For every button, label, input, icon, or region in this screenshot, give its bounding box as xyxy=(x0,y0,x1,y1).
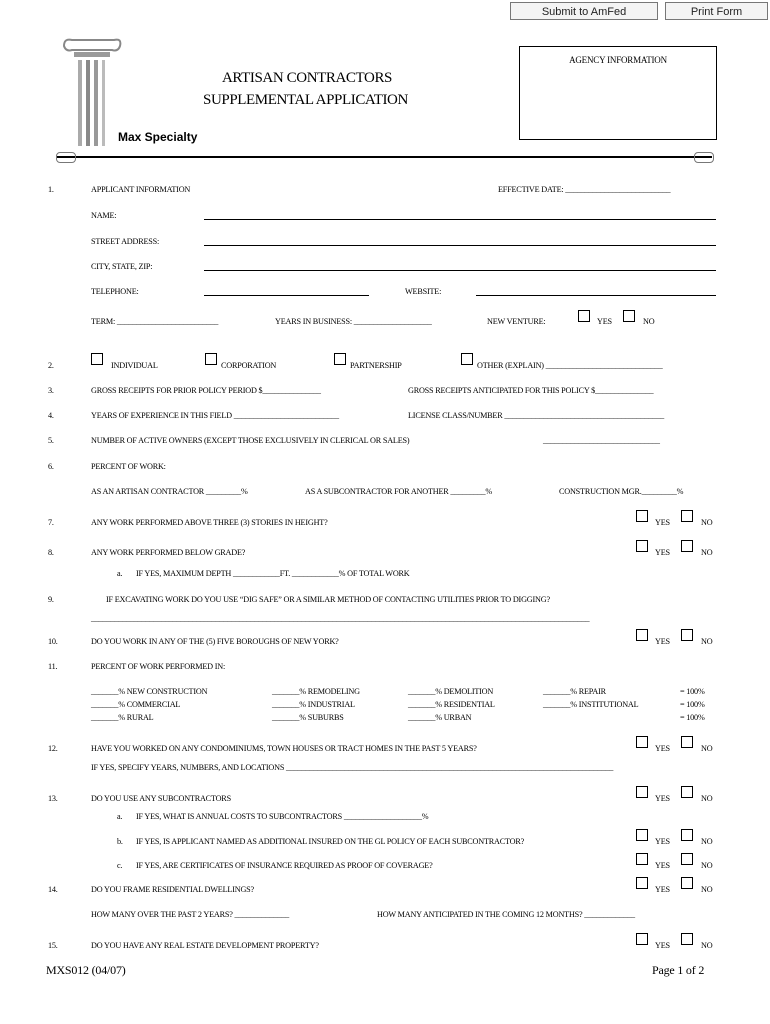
q13-question: DO YOU USE ANY SUBCONTRACTORS xyxy=(91,794,231,803)
commercial-field[interactable]: _______% COMMERCIAL xyxy=(91,700,181,709)
website-label: WEBSITE: xyxy=(405,287,442,296)
q9-number: 9. xyxy=(48,595,54,604)
q13b-letter: b. xyxy=(117,837,123,846)
name-label: NAME: xyxy=(91,211,117,220)
urban-field[interactable]: _______% URBAN xyxy=(408,713,472,722)
q13c-letter: c. xyxy=(117,861,123,870)
q12-no-label: NO xyxy=(701,744,713,753)
q8-number: 8. xyxy=(48,548,54,557)
q7-question: ANY WORK PERFORMED ABOVE THREE (3) STORIES IN HEIGHT? xyxy=(91,518,328,527)
q13-yes-checkbox[interactable] xyxy=(636,786,648,798)
q9-question: IF EXCAVATING WORK DO YOU USE “DIG SAFE” OR A SIMILAR METHOD OF CONTACTING UTILITIES PRIOR TO DIGGING? xyxy=(106,595,550,604)
residential-field[interactable]: _______% RESIDENTIAL xyxy=(408,700,495,709)
q8-no-checkbox[interactable] xyxy=(681,540,693,552)
header-rule xyxy=(56,156,712,158)
q12-yes-checkbox[interactable] xyxy=(636,736,648,748)
total-100-3: = 100% xyxy=(680,713,705,722)
telephone-label: TELEPHONE: xyxy=(91,287,139,296)
individual-label: INDIVIDUAL xyxy=(111,361,158,370)
q3-number: 3. xyxy=(48,386,54,395)
new-venture-no-checkbox[interactable] xyxy=(623,310,635,322)
q12-specify-field[interactable]: IF YES, SPECIFY YEARS, NUMBERS, AND LOCATIONS ____________________________________________________________________________________ xyxy=(91,763,614,772)
demolition-field[interactable]: _______% DEMOLITION xyxy=(408,687,494,696)
partnership-label: PARTNERSHIP xyxy=(350,361,402,370)
q8-no-label: NO xyxy=(701,548,713,557)
coming-12-months-field[interactable]: HOW MANY ANTICIPATED IN THE COMING 12 MONTHS? _____________ xyxy=(377,910,635,919)
q12-number: 12. xyxy=(48,744,58,753)
q4-number: 4. xyxy=(48,411,54,420)
q1-label: APPLICANT INFORMATION xyxy=(91,185,191,194)
column-logo-icon xyxy=(62,36,122,148)
new-venture-yes-checkbox[interactable] xyxy=(578,310,590,322)
q13-number: 13. xyxy=(48,794,58,803)
q7-number: 7. xyxy=(48,518,54,527)
q15-question: DO YOU HAVE ANY REAL ESTATE DEVELOPMENT PROPERTY? xyxy=(91,941,319,950)
artisan-percent[interactable]: AS AN ARTISAN CONTRACTOR _________% xyxy=(91,487,248,496)
yes-label: YES xyxy=(597,317,612,326)
q7-no-label: NO xyxy=(701,518,713,527)
q15-no-checkbox[interactable] xyxy=(681,933,693,945)
q13b-no-label: NO xyxy=(701,837,713,846)
q14-yes-label: YES xyxy=(655,885,670,894)
max-depth-field[interactable]: IF YES, MAXIMUM DEPTH ____________FT. ____________% OF TOTAL WORK xyxy=(136,569,410,578)
rule-cap-right xyxy=(694,152,714,163)
q10-yes-label: YES xyxy=(655,637,670,646)
new-venture-label: NEW VENTURE: xyxy=(487,317,546,326)
rural-field[interactable]: _______% RURAL xyxy=(91,713,154,722)
corporation-checkbox[interactable] xyxy=(205,353,217,365)
q15-yes-checkbox[interactable] xyxy=(636,933,648,945)
other-label: OTHER (EXPLAIN) ______________________________ xyxy=(477,361,663,370)
q10-no-checkbox[interactable] xyxy=(681,629,693,641)
q13b-yes-label: YES xyxy=(655,837,670,846)
q10-number: 10. xyxy=(48,637,58,646)
q13-no-label: NO xyxy=(701,794,713,803)
q15-yes-label: YES xyxy=(655,941,670,950)
q11-label: PERCENT OF WORK PERFORMED IN: xyxy=(91,662,226,671)
remodeling-field[interactable]: _______% REMODELING xyxy=(272,687,360,696)
past-2-years-field[interactable]: HOW MANY OVER THE PAST 2 YEARS? ______________ xyxy=(91,910,289,919)
total-100-2: = 100% xyxy=(680,700,705,709)
q2-number: 2. xyxy=(48,361,54,370)
submit-button[interactable]: Submit to AmFed xyxy=(510,2,658,20)
agency-information-box xyxy=(519,46,717,140)
website-field[interactable] xyxy=(476,295,716,296)
q7-no-checkbox[interactable] xyxy=(681,510,693,522)
gross-receipts-prior[interactable]: GROSS RECEIPTS FOR PRIOR POLICY PERIOD $_______________ xyxy=(91,386,321,395)
q10-no-label: NO xyxy=(701,637,713,646)
street-field[interactable] xyxy=(204,245,716,246)
suburbs-field[interactable]: _______% SUBURBS xyxy=(272,713,344,722)
corporation-label: CORPORATION xyxy=(221,361,277,370)
print-button[interactable]: Print Form xyxy=(665,2,768,20)
q14-no-label: NO xyxy=(701,885,713,894)
q11-number: 11. xyxy=(48,662,58,671)
q13c-yes-label: YES xyxy=(655,861,670,870)
q13b-yes-checkbox[interactable] xyxy=(636,829,648,841)
other-checkbox[interactable] xyxy=(461,353,473,365)
institutional-field[interactable]: _______% INSTITUTIONAL xyxy=(543,700,639,709)
effective-date[interactable]: EFFECTIVE DATE: ___________________________ xyxy=(498,185,671,194)
q13a-letter: a. xyxy=(117,812,123,821)
q9-answer-field[interactable]: ________________________________________________________________________________________________________________________________ xyxy=(91,614,590,623)
q13b-no-checkbox[interactable] xyxy=(681,829,693,841)
q7-yes-label: YES xyxy=(655,518,670,527)
q12-no-checkbox[interactable] xyxy=(681,736,693,748)
percent-work-label: PERCENT OF WORK: xyxy=(91,462,166,471)
repair-field[interactable]: _______% REPAIR xyxy=(543,687,606,696)
q13c-yes-checkbox[interactable] xyxy=(636,853,648,865)
city-field[interactable] xyxy=(204,270,716,271)
q13b-question: IF YES, IS APPLICANT NAMED AS ADDITIONAL INSURED ON THE GL POLICY OF EACH SUBCONTRACTOR? xyxy=(136,837,525,846)
years-experience[interactable]: YEARS OF EXPERIENCE IN THIS FIELD ___________________________ xyxy=(91,411,339,420)
q8-yes-label: YES xyxy=(655,548,670,557)
q15-no-label: NO xyxy=(701,941,713,950)
q15-number: 15. xyxy=(48,941,58,950)
q12-question: HAVE YOU WORKED ON ANY CONDOMINIUMS, TOWN HOUSES OR TRACT HOMES IN THE PAST 5 YEARS? xyxy=(91,744,477,753)
construction-mgr-percent[interactable]: CONSTRUCTION MGR._________% xyxy=(559,487,684,496)
new-construction-field[interactable]: _______% NEW CONSTRUCTION xyxy=(91,687,208,696)
q8-yes-checkbox[interactable] xyxy=(636,540,648,552)
q12-yes-label: YES xyxy=(655,744,670,753)
q10-yes-checkbox[interactable] xyxy=(636,629,648,641)
gross-receipts-anticipated[interactable]: GROSS RECEIPTS ANTICIPATED FOR THIS POLICY $_______________ xyxy=(408,386,654,395)
q13c-no-checkbox[interactable] xyxy=(681,853,693,865)
individual-checkbox[interactable] xyxy=(91,353,103,365)
rule-cap-left xyxy=(56,152,76,163)
page-number: Page 1 of 2 xyxy=(652,963,705,977)
q13-no-checkbox[interactable] xyxy=(681,786,693,798)
form-code: MXS012 (04/07) xyxy=(46,963,126,977)
q10-question: DO YOU WORK IN ANY OF THE (5) FIVE BOROUGHS OF NEW YORK? xyxy=(91,637,339,646)
form-subtitle: SUPPLEMENTAL APPLICATION xyxy=(203,92,408,108)
q13c-question: IF YES, ARE CERTIFICATES OF INSURANCE REQUIRED AS PROOF OF COVERAGE? xyxy=(136,861,433,870)
q8a-letter: a. xyxy=(117,569,123,578)
term-field[interactable]: TERM: __________________________ xyxy=(91,317,219,326)
q14-yes-checkbox[interactable] xyxy=(636,877,648,889)
industrial-field[interactable]: _______% INDUSTRIAL xyxy=(272,700,355,709)
city-label: CITY, STATE, ZIP: xyxy=(91,262,153,271)
active-owners-field[interactable]: ______________________________ xyxy=(543,436,660,445)
name-field[interactable] xyxy=(204,219,716,220)
partnership-checkbox[interactable] xyxy=(334,353,346,365)
q13-yes-label: YES xyxy=(655,794,670,803)
q5-number: 5. xyxy=(48,436,54,445)
q14-no-checkbox[interactable] xyxy=(681,877,693,889)
q6-number: 6. xyxy=(48,462,54,471)
subcontractor-percent[interactable]: AS A SUBCONTRACTOR FOR ANOTHER _________% xyxy=(305,487,493,496)
specialty-label: Max Specialty xyxy=(118,130,198,144)
active-owners-label: NUMBER OF ACTIVE OWNERS (EXCEPT THOSE EXCLUSIVELY IN CLERICAL OR SALES) xyxy=(91,436,410,445)
license-class[interactable]: LICENSE CLASS/NUMBER _________________________________________ xyxy=(408,411,664,420)
total-100-1: = 100% xyxy=(680,687,705,696)
q7-yes-checkbox[interactable] xyxy=(636,510,648,522)
q14-question: DO YOU FRAME RESIDENTIAL DWELLINGS? xyxy=(91,885,254,894)
q8-question: ANY WORK PERFORMED BELOW GRADE? xyxy=(91,548,246,557)
q13c-no-label: NO xyxy=(701,861,713,870)
telephone-field[interactable] xyxy=(204,295,369,296)
subcontractor-costs-field[interactable]: IF YES, WHAT IS ANNUAL COSTS TO SUBCONTRACTORS ____________________% xyxy=(136,812,429,821)
agency-label: AGENCY INFORMATION xyxy=(569,55,667,65)
street-label: STREET ADDRESS: xyxy=(91,237,160,246)
q1-number: 1. xyxy=(48,185,54,194)
form-title: ARTISAN CONTRACTORS xyxy=(222,70,392,86)
no-label: NO xyxy=(643,317,655,326)
q14-number: 14. xyxy=(48,885,58,894)
years-in-business-field[interactable]: YEARS IN BUSINESS: ____________________ xyxy=(275,317,432,326)
